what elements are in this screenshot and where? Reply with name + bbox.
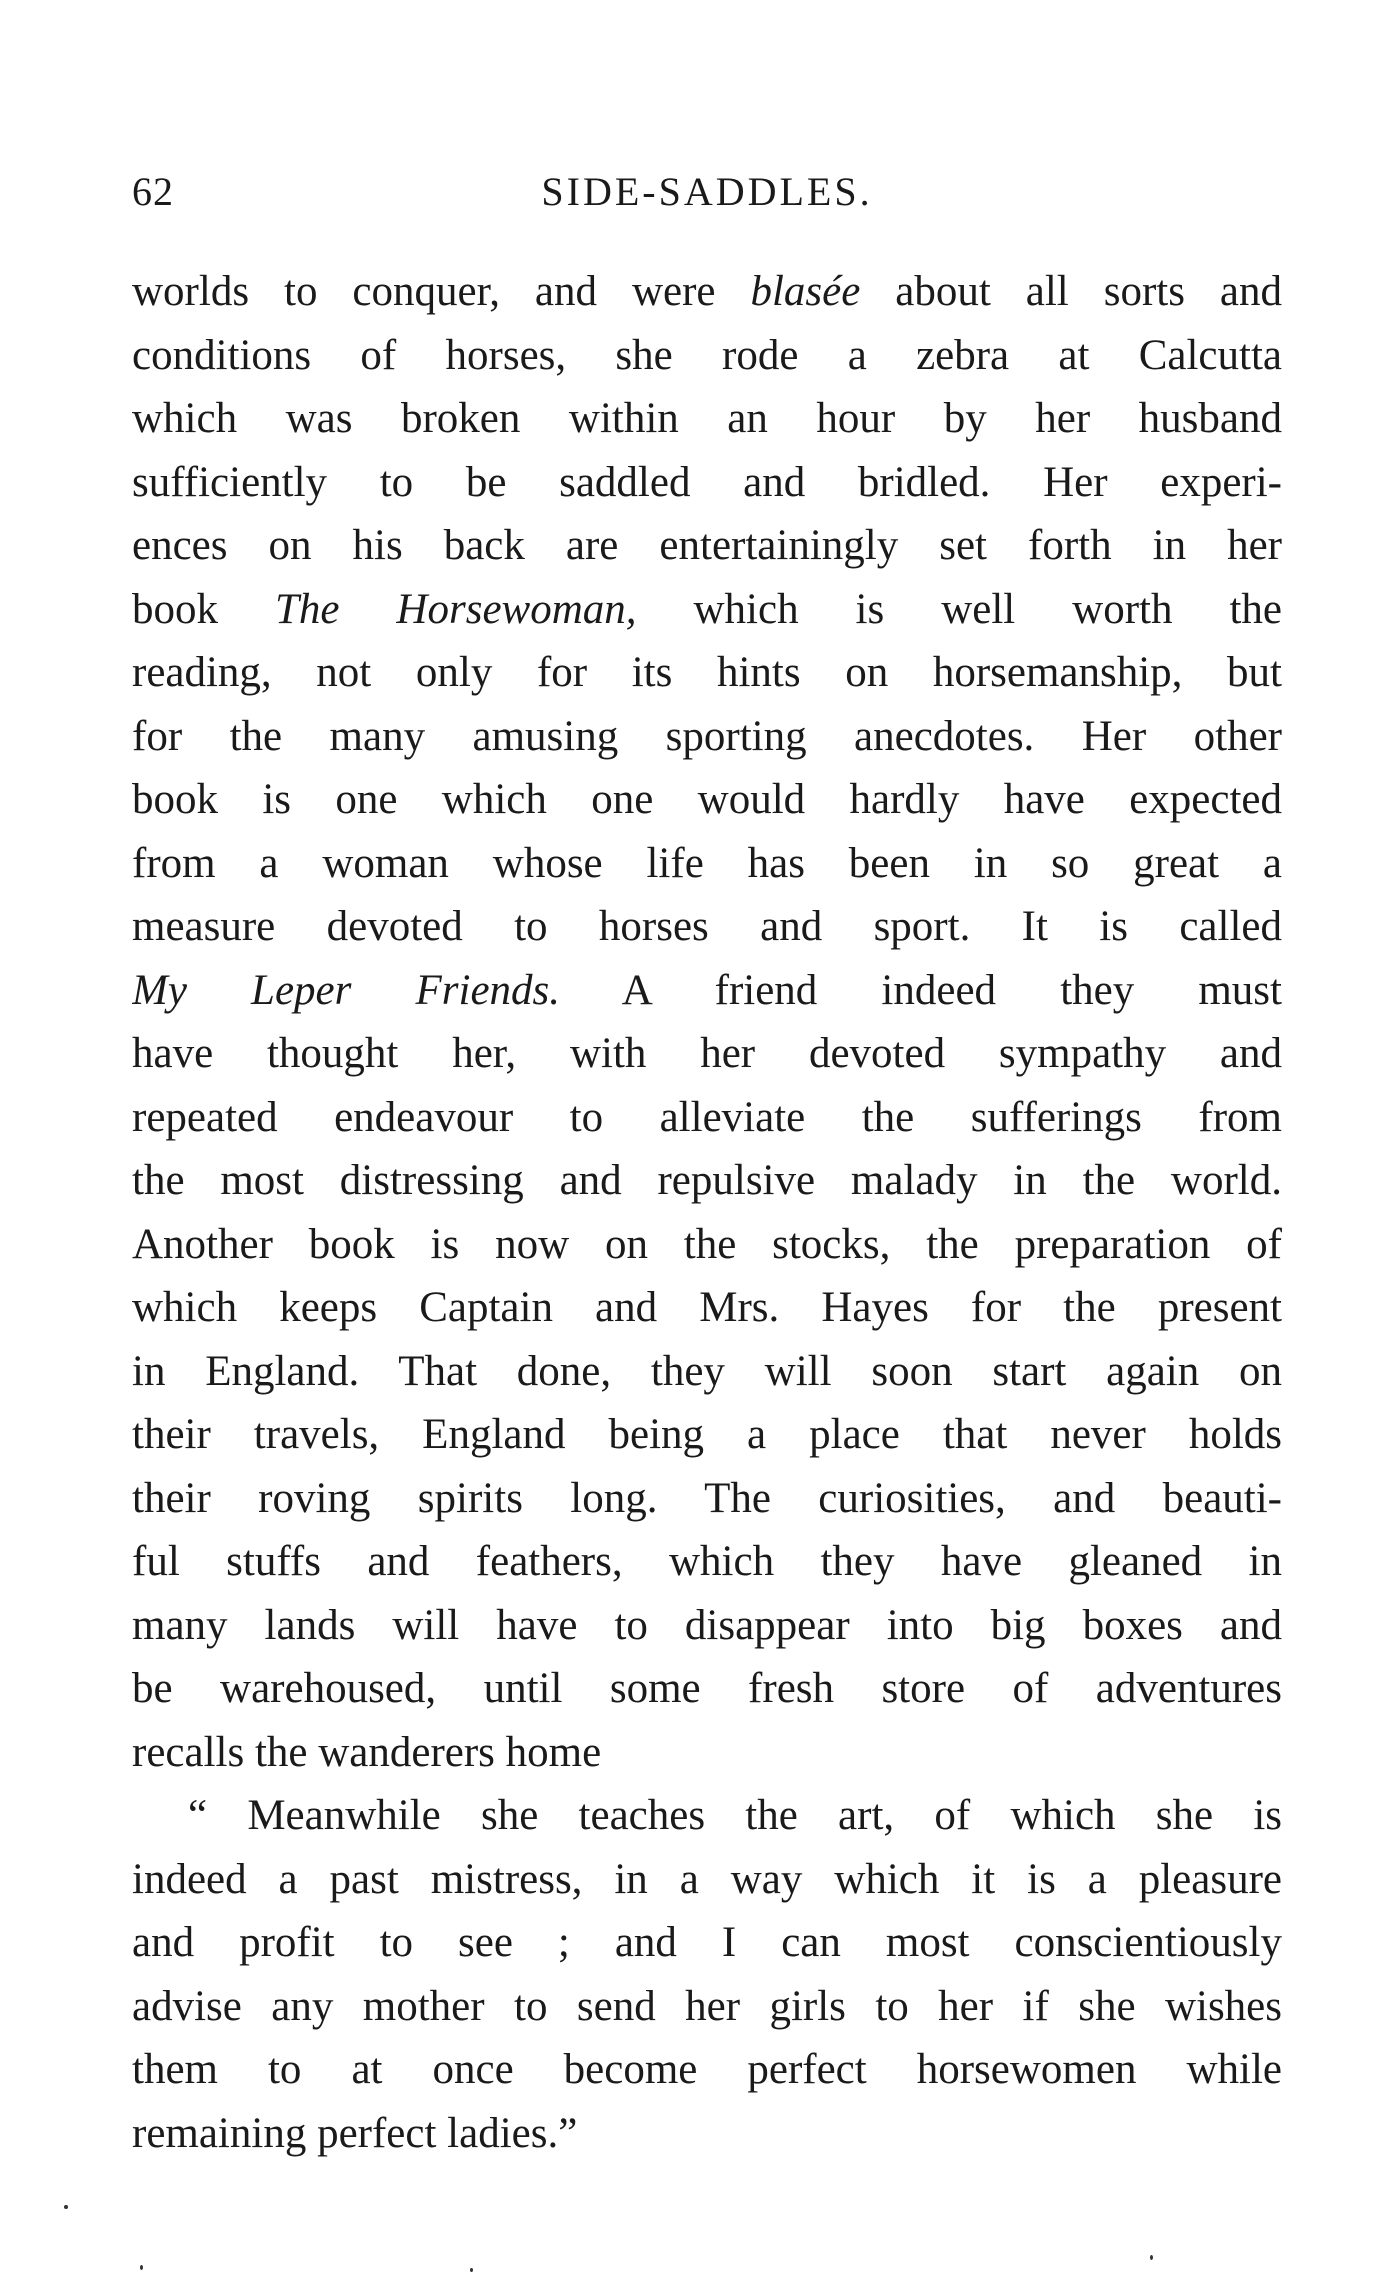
text-line [132,959,1282,1023]
text-line [132,1721,1282,1785]
line-text: which was broken within an hour by her husband [132,395,1282,442]
line-text: about all sorts and [860,268,1282,315]
line-text: “ Meanwhile she teaches the art, of which she is [188,1792,1282,1839]
text-line [132,832,1282,896]
text-line [132,1022,1282,1086]
italic-title: The Horsewoman, [274,585,637,633]
line-text: sufficiently to be saddled and bridled. Her experi- [132,458,1282,506]
text-line [132,1657,1282,1721]
text-line [132,2102,1282,2166]
text-line [132,768,1282,832]
line-text: Another book is now on the stocks, the preparation of [132,1220,1282,1268]
line-text: be warehoused, until some fresh store of adventures [132,1665,1282,1712]
page-number: 62 [132,169,174,214]
line-text: worlds to conquer, and were [132,268,751,315]
text-line [132,1403,1282,1467]
line-text: recalls the wanderers home [132,1728,602,1776]
text-line [132,1784,1282,1848]
text-line [132,1975,1282,2039]
line-text: which is well worth the [636,585,1282,633]
page-header [132,168,1282,228]
line-text: measure devoted to horses and sport. It is called [132,903,1282,950]
line-text: have thought her, with her devoted sympathy and [132,1030,1282,1077]
line-text: book is one which one would hardly have expected [132,776,1282,823]
text-line [132,895,1282,959]
italic-title: blasée [750,268,861,315]
body-text [132,260,1282,2165]
text-line [132,1530,1282,1594]
text-line [132,578,1282,642]
text-line [132,260,1282,324]
line-text: conditions of horses, she rode a zebra at Calcutta [132,331,1282,379]
text-line [132,1911,1282,1975]
print-speck [470,2268,473,2272]
text-line [132,387,1282,451]
line-text: advise any mother to send her girls to her if she wishes [132,1982,1282,2030]
text-line [132,451,1282,515]
running-title: SIDE-SADDLES. [541,169,873,214]
text-line [132,1467,1282,1531]
line-text: their travels, England being a place that never holds [132,1411,1282,1458]
text-line [132,705,1282,769]
paragraph-2 [132,1784,1282,2165]
text-line [132,641,1282,705]
line-text: and profit to see ; and I can most conscientiously [132,1919,1282,1966]
text-line [132,1848,1282,1912]
text-line [132,1213,1282,1277]
line-text: repeated endeavour to alleviate the sufferings from [132,1093,1282,1141]
line-text: remaining perfect ladies.” [132,2109,578,2157]
line-text: many lands will have to disappear into big boxes and [132,1601,1282,1649]
paragraph-1 [132,260,1282,1784]
line-text: reading, not only for its hints on horsemanship, but [132,649,1282,696]
line-text: their roving spirits long. The curiosities, and beauti- [132,1474,1282,1522]
text-line [132,1594,1282,1658]
text-line [132,1340,1282,1404]
line-text: indeed a past mistress, in a way which it is a pleasure [132,1855,1282,1903]
print-speck [1150,2255,1153,2260]
line-text: for the many amusing sporting anecdotes. Her other [132,712,1282,760]
line-text: from a woman whose life has been in so great a [132,839,1282,887]
line-text: ful stuffs and feathers, which they have gleaned in [132,1538,1282,1585]
italic-title: My Leper Friends. [132,966,561,1014]
text-line [132,1086,1282,1150]
text-line [132,1276,1282,1340]
print-speck [64,2205,68,2209]
print-speck [140,2265,143,2270]
line-text: which keeps Captain and Mrs. Hayes for the present [132,1284,1282,1331]
line-text: A friend indeed they must [560,966,1282,1014]
text-line [132,1149,1282,1213]
line-text: them to at once become perfect horsewomen while [132,2046,1282,2093]
line-text: in England. That done, they will soon start again on [132,1347,1282,1395]
line-text: ences on his back are entertainingly set forth in her [132,522,1282,569]
line-text: book [132,585,275,633]
text-line [132,2038,1282,2102]
text-line [132,514,1282,578]
line-text: the most distressing and repulsive malady in the world. [132,1157,1282,1204]
text-line [132,324,1282,388]
